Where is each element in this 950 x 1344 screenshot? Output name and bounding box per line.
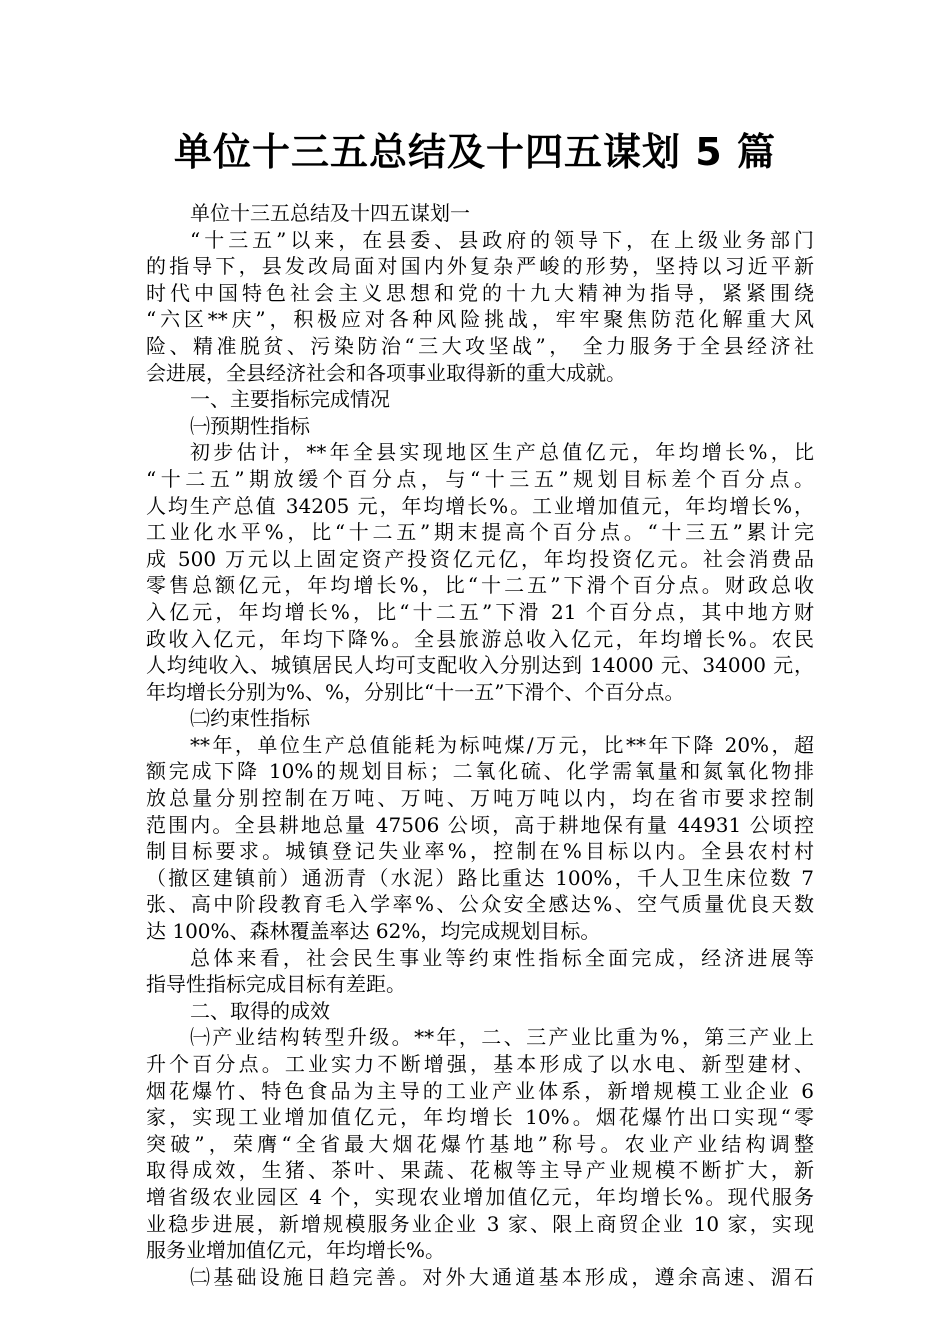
text-line: 政收入亿元，年均下降%。全县旅游总收入亿元，年均增长%。农民 — [146, 626, 814, 651]
text-line: 达 100%、森林覆盖率达 62%，均完成规划目标。 — [146, 919, 601, 944]
text-line: 人均纯收入、城镇居民人均可支配收入分别达到 14000 元、34000 元， — [146, 653, 814, 678]
text-line: 总体来看，社会民生事业等约束性指标全面完成，经济进展等 — [190, 945, 814, 970]
text-line: “六区**庆”，积极应对各种风险挑战，牢牢聚焦防范化解重大风 — [146, 307, 814, 332]
text-line: ㈠预期性指标 — [190, 413, 310, 438]
text-line: 突破”，荣膺“全省最大烟花爆竹基地”称号。农业产业结构调整 — [146, 1131, 814, 1156]
text-line: 初步估计，**年全县实现地区生产总值亿元，年均增长%，比 — [190, 440, 814, 465]
text-line: **年，单位生产总值能耗为标吨煤/万元，比**年下降 20%，超 — [190, 732, 814, 757]
document-body — [146, 200, 814, 1290]
text-line: 时代中国特色社会主义思想和党的十九大精神为指导，紧紧围绕 — [146, 280, 814, 305]
text-line: 张、高中阶段教育毛入学率%、公众安全感达%、空气质量优良天数 — [146, 892, 814, 917]
text-line: 放总量分别控制在万吨、万吨、万吨万吨以内，均在省市要求控制 — [146, 786, 814, 811]
text-line: 会进展，全县经济社会和各项事业取得新的重大成就。 — [146, 360, 626, 385]
text-line: 升个百分点。工业实力不断增强，基本形成了以水电、新型建材、 — [146, 1052, 814, 1076]
text-line: 指导性指标完成目标有差距。 — [146, 972, 406, 997]
text-line: 一、主要指标完成情况 — [190, 387, 390, 412]
text-line: （撤区建镇前）通沥青（水泥）路比重达 100%，千人卫生床位数 7 — [146, 865, 814, 890]
text-line: 业稳步进展，新增规模服务业企业 3 家、限上商贸企业 10 家，实现 — [146, 1211, 814, 1236]
text-line: 烟花爆竹、特色食品为主导的工业产业体系，新增规模工业企业 6 — [146, 1078, 814, 1103]
text-line: 家，实现工业增加值亿元，年均增长 10%。烟花爆竹出口实现“零 — [146, 1105, 814, 1130]
text-line: 取得成效，生猪、茶叶、果蔬、花椒等主导产业规模不断扩大，新 — [146, 1158, 814, 1183]
text-line: 入亿元，年均增长%，比“十二五”下滑 21 个百分点，其中地方财 — [146, 599, 814, 624]
text-line: 服务业增加值亿元，年均增长%。 — [146, 1238, 446, 1263]
text-line: 范围内。全县耕地总量 47506 公顷，高于耕地保有量 44931 公顷控 — [146, 812, 814, 837]
text-line: 人均生产总值 34205 元，年均增长%。工业增加值元，年均增长%， — [146, 493, 814, 518]
text-line: 制目标要求。城镇登记失业率%，控制在%目标以内。全县农村村 — [146, 839, 814, 864]
text-line: “十三五”以来，在县委、县政府的领导下，在上级业务部门 — [190, 227, 814, 252]
text-line: 二、取得的成效 — [190, 998, 330, 1023]
text-line: ㈠产业结构转型升级。**年，二、三产业比重为%，第三产业上 — [190, 1025, 814, 1050]
text-line: 险、精准脱贫、污染防治“三大攻坚战”， 全力服务于全县经济社 — [146, 333, 814, 358]
text-line: 额完成下降 10%的规划目标；二氧化硫、化学需氧量和氮氧化物排 — [146, 759, 814, 784]
text-line: 成 500 万元以上固定资产投资亿元亿，年均投资亿元。社会消费品 — [146, 546, 814, 571]
text-line: ㈡约束性指标 — [190, 706, 310, 731]
document-title: 单位十三五总结及十四五谋划 5 篇 — [174, 130, 776, 174]
text-line: 的指导下，县发改局面对国内外复杂严峻的形势，坚持以习近平新 — [146, 254, 814, 279]
text-line: 零售总额亿元，年均增长%，比“十二五”下滑个百分点。财政总收 — [146, 573, 814, 598]
text-line: 单位十三五总结及十四五谋划一 — [190, 201, 470, 225]
text-line: 工业化水平%，比“十二五”期末提高个百分点。“十三五”累计完 — [146, 520, 814, 545]
text-line: 年均增长分别为%、%，分别比“十一五”下滑个、个百分点。 — [146, 679, 685, 704]
text-line: “十二五”期放缓个百分点，与“十三五”规划目标差个百分点。 — [146, 466, 814, 491]
text-line: ㈡基础设施日趋完善。对外大通道基本形成，遵余高速、湄石 — [190, 1264, 814, 1289]
text-line: 增省级农业园区 4 个，实现农业增加值亿元，年均增长%。现代服务 — [146, 1184, 814, 1209]
